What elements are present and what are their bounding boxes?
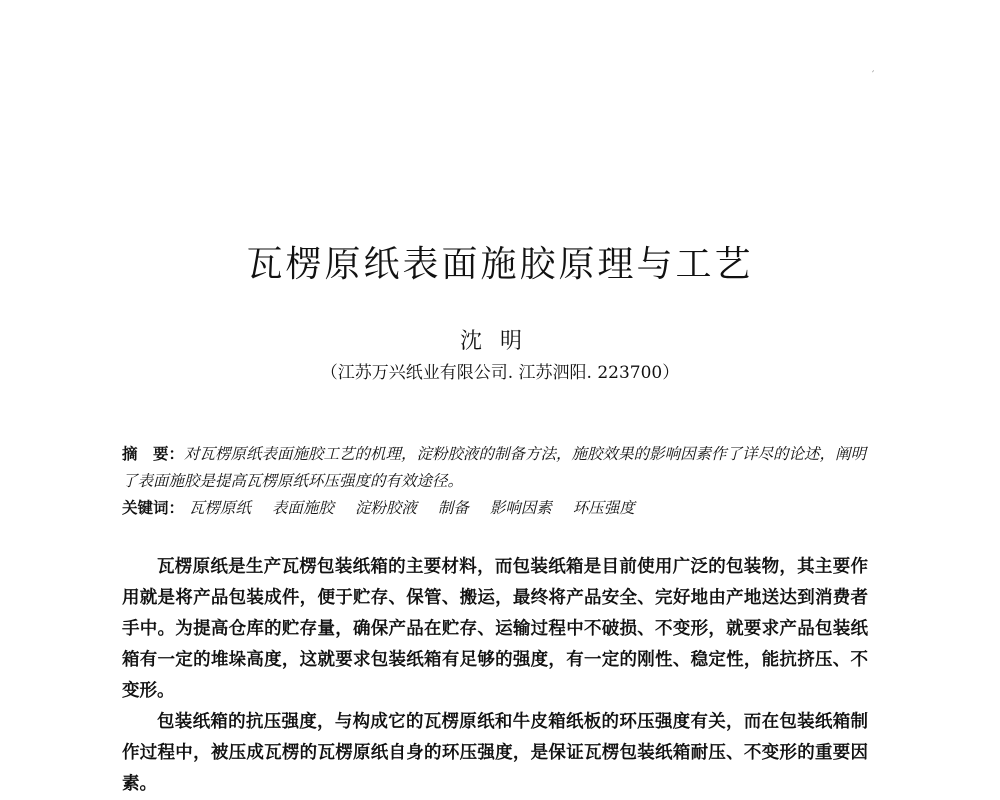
keywords [122,494,868,522]
abstract-text: 对瓦楞原纸表面施胶工艺的机理，淀粉胶液的制备方法，施胶效果的影响因素作了详尽的论述，阐明了表面施胶是提高瓦楞原纸环压强度的有效途径。 [122,445,867,490]
body-paragraph: 瓦楞原纸是生产瓦楞包装纸箱的主要材料，而包装纸箱是目前使用广泛的包装物，其主要作用就是将产品包装成件，便于贮存、保管、搬运，最终将产品安全、完好地由产地送达到消费者手中。为提高仓库的贮存量，确保产品在贮存、运输过程中不破损、不变形，就要求产品包装纸箱有一定的堆垛高度，这就要求包装纸箱有足够的强度，有一定的刚性、稳定性，能抗挤压、不变形。 [122,557,868,701]
keyword-item: 环压强度 [572,499,635,517]
keyword-item: 影响因素 [489,499,552,517]
keyword-item: 淀粉胶液 [354,499,417,517]
body-text [122,552,868,800]
keyword-item: 瓦楞原纸 [188,499,251,517]
keyword-item: 制备 [437,499,469,517]
body-paragraph: 包装纸箱的抗压强度，与构成它的瓦楞原纸和牛皮箱纸板的环压强度有关，而在包装纸箱制作过程中，被压成瓦楞的瓦楞原纸自身的环压强度，是保证瓦楞包装纸箱耐压、不变形的重要因素。 [122,712,868,794]
abstract-label: 摘 要： [122,444,185,463]
scan-speck: ′ [872,70,875,81]
keyword-item: 表面施胶 [271,499,334,517]
paper-title: 瓦楞原纸表面施胶原理与工艺 [246,244,754,285]
author-affiliation: （江苏万兴纸业有限公司. 江苏泗阳. 223700） [320,363,680,383]
abstract [122,440,868,495]
keywords-label: 关键词： [122,498,185,517]
author-name: 沈明 [459,329,540,354]
